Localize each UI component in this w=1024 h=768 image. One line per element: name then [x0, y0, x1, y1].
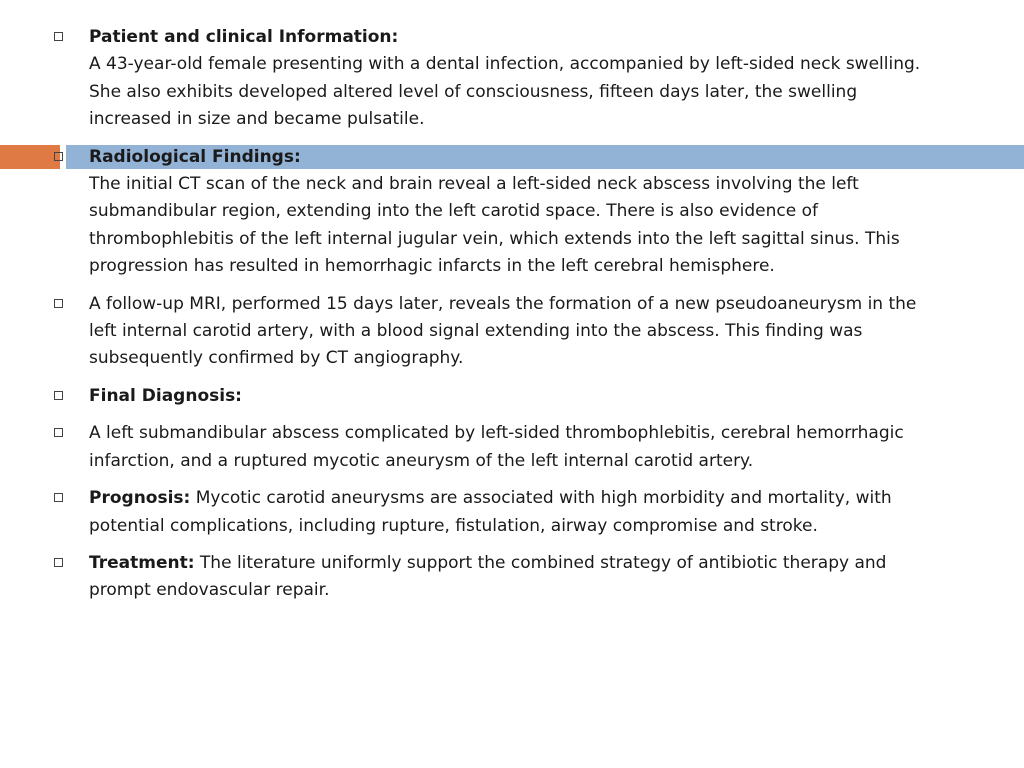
- bullet-item-diagnosis-text: [0, 420, 1024, 475]
- item-heading: Radiological Findings:: [89, 146, 301, 167]
- bullet-item-followup-mri: [0, 291, 1024, 373]
- item-text: A left submandibular abscess complicated by left-sided thrombophlebitis, cerebral hemorrhagic infarction, and a ruptured mycotic aneurysm of the left internal carotid artery.: [89, 423, 904, 471]
- item-text: Mycotic carotid aneurysms are associated with high morbidity and mortality, with potential complications, including rupture, fistulation, airway compromise and stroke.: [89, 488, 892, 536]
- hollow-square-icon: [54, 32, 63, 41]
- slide-body: [0, 24, 1024, 615]
- item-heading: Patient and clinical Information:: [89, 27, 399, 47]
- item-text: A 43-year-old female presenting with a dental infection, accompanied by left-sided neck swelling. She also exhibits developed altered level of consciousness, fifteen days later, the swelling increased in size and became pulsatile.: [89, 54, 921, 130]
- hollow-square-icon: [54, 152, 63, 161]
- hollow-square-icon: [54, 558, 63, 567]
- item-heading: Final Diagnosis:: [89, 385, 242, 406]
- bullet-item-patient-info: [0, 24, 1024, 134]
- bullet-item-prognosis: [0, 485, 1024, 540]
- hollow-square-icon: [54, 493, 63, 502]
- bullet-item-radiological-findings: [0, 144, 1024, 281]
- hollow-square-icon: [54, 391, 63, 400]
- hollow-square-icon: [54, 428, 63, 437]
- item-text: A follow-up MRI, performed 15 days later, reveals the formation of a new pseudoaneurysm in the left internal carotid artery, with a blood signal extending into the abscess. This finding was subsequently confirmed by CT angiography.: [89, 293, 917, 369]
- bullet-item-final-diagnosis: [0, 383, 1024, 410]
- hollow-square-icon: [54, 299, 63, 308]
- bullet-item-treatment: [0, 550, 1024, 605]
- item-text: The literature uniformly support the combined strategy of antibiotic therapy and prompt endovascular repair.: [89, 552, 887, 601]
- item-heading: Prognosis:: [89, 488, 191, 509]
- item-text: The initial CT scan of the neck and brain reveal a left-sided neck abscess involving the left submandibular region, extending into the left carotid space. There is also evidence of thrombophlebitis of the left internal jugular vein, which extends into the left sagittal sinus. This progression has resulted in hemorrhagic infarcts in the left cerebral hemisphere.: [89, 174, 900, 277]
- item-heading: Treatment:: [89, 552, 195, 573]
